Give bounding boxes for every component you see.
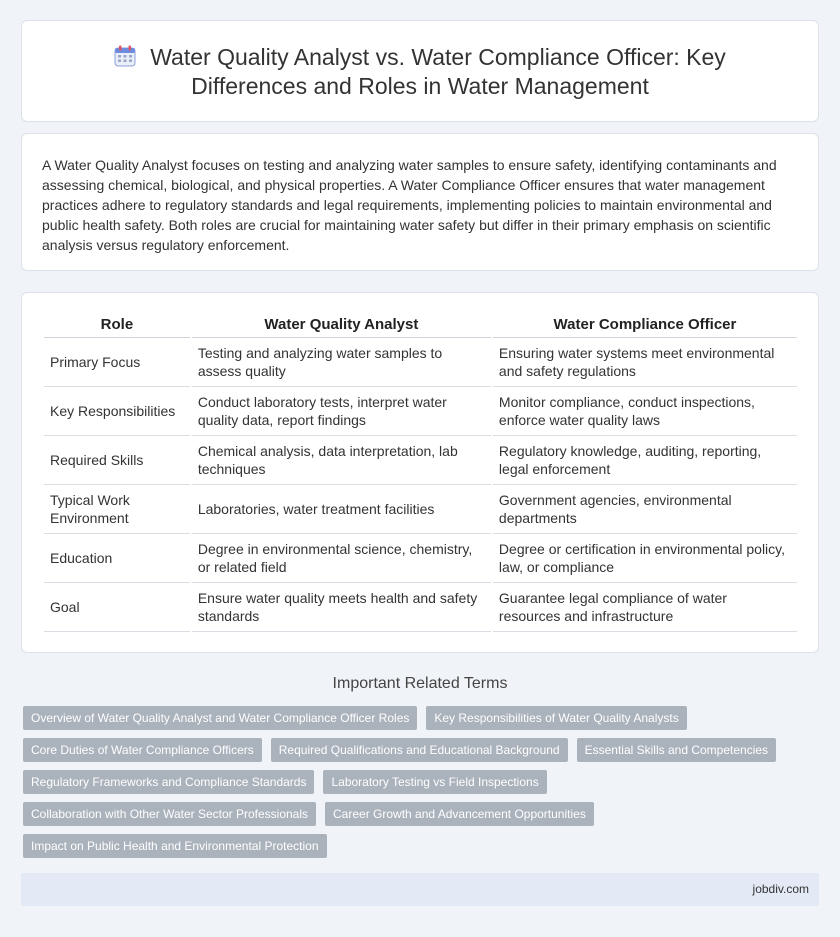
officer-cell: Regulatory knowledge, auditing, reporting, legal enforcement [493, 436, 797, 485]
analyst-cell: Testing and analyzing water samples to assess quality [192, 338, 491, 387]
title-line-2: Differences and Roles in Water Management [191, 73, 649, 99]
analyst-cell: Laboratories, water treatment facilities [192, 485, 491, 534]
officer-cell: Guarantee legal compliance of water resources and infrastructure [493, 583, 797, 632]
row-label: Typical Work Environment [44, 485, 190, 534]
tag-row [23, 770, 783, 794]
footer [21, 873, 819, 906]
table-row [44, 583, 797, 632]
related-term-tag[interactable]: Career Growth and Advancement Opportunities [325, 802, 594, 826]
table-row [44, 485, 797, 534]
related-term-tag[interactable]: Impact on Public Health and Environmental Protection [23, 834, 327, 858]
comparison-card [21, 292, 819, 653]
related-term-tag[interactable]: Overview of Water Quality Analyst and Water Compliance Officer Roles [23, 706, 417, 730]
row-label: Education [44, 534, 190, 583]
row-label: Primary Focus [44, 338, 190, 387]
analyst-cell: Ensure water quality meets health and safety standards [192, 583, 491, 632]
table-row [44, 534, 797, 583]
officer-cell: Monitor compliance, conduct inspections, enforce water quality laws [493, 387, 797, 436]
officer-cell: Degree or certification in environmental policy, law, or compliance [493, 534, 797, 583]
related-terms-heading: Important Related Terms [332, 675, 508, 692]
analyst-cell: Conduct laboratory tests, interpret water quality data, report findings [192, 387, 491, 436]
intro-card [21, 133, 819, 271]
calendar-icon [114, 45, 136, 67]
related-term-tag[interactable]: Core Duties of Water Compliance Officers [23, 738, 262, 762]
header-officer: Water Compliance Officer [493, 316, 797, 338]
table-row [44, 338, 797, 387]
table-header-row [44, 316, 797, 338]
header-analyst: Water Quality Analyst [192, 316, 491, 338]
row-label: Goal [44, 583, 190, 632]
intro-paragraph: A Water Quality Analyst focuses on testing and analyzing water samples to ensure safety, identifying contaminants and assessing chemical, biological, and physical properties. A Water Compliance Officer ensures that water management practices adhere to regulatory standards and legal requirements, implementing policies to maintain environmental and public health safety. Both roles are crucial for maintaining water safety but differ in their primary emphasis on scientific analysis versus regulatory enforcement. [42, 157, 777, 253]
table-row [44, 387, 797, 436]
related-term-tag[interactable]: Regulatory Frameworks and Compliance Standards [23, 770, 314, 794]
tag-row [23, 738, 783, 762]
page-title [22, 43, 818, 101]
row-label: Key Responsibilities [44, 387, 190, 436]
related-term-tag[interactable]: Collaboration with Other Water Sector Professionals [23, 802, 316, 826]
comparison-table [42, 316, 799, 632]
site-link[interactable]: jobdiv.com [752, 882, 809, 896]
row-label: Required Skills [44, 436, 190, 485]
tag-row [23, 834, 783, 858]
officer-cell: Ensuring water systems meet environmental and safety regulations [493, 338, 797, 387]
tag-row [23, 802, 783, 826]
title-card [21, 20, 819, 122]
related-term-tag[interactable]: Required Qualifications and Educational Background [271, 738, 568, 762]
analyst-cell: Chemical analysis, data interpretation, lab techniques [192, 436, 491, 485]
header-role: Role [44, 316, 190, 338]
title-line-1: Water Quality Analyst vs. Water Compliance Officer: Key [150, 44, 726, 70]
officer-cell: Government agencies, environmental departments [493, 485, 797, 534]
related-term-tag[interactable]: Laboratory Testing vs Field Inspections [323, 770, 546, 794]
related-term-tag[interactable]: Essential Skills and Competencies [577, 738, 776, 762]
related-term-tag[interactable]: Key Responsibilities of Water Quality Analysts [426, 706, 686, 730]
tag-row [23, 706, 783, 730]
table-row [44, 436, 797, 485]
related-terms-list [23, 706, 783, 866]
analyst-cell: Degree in environmental science, chemistry, or related field [192, 534, 491, 583]
